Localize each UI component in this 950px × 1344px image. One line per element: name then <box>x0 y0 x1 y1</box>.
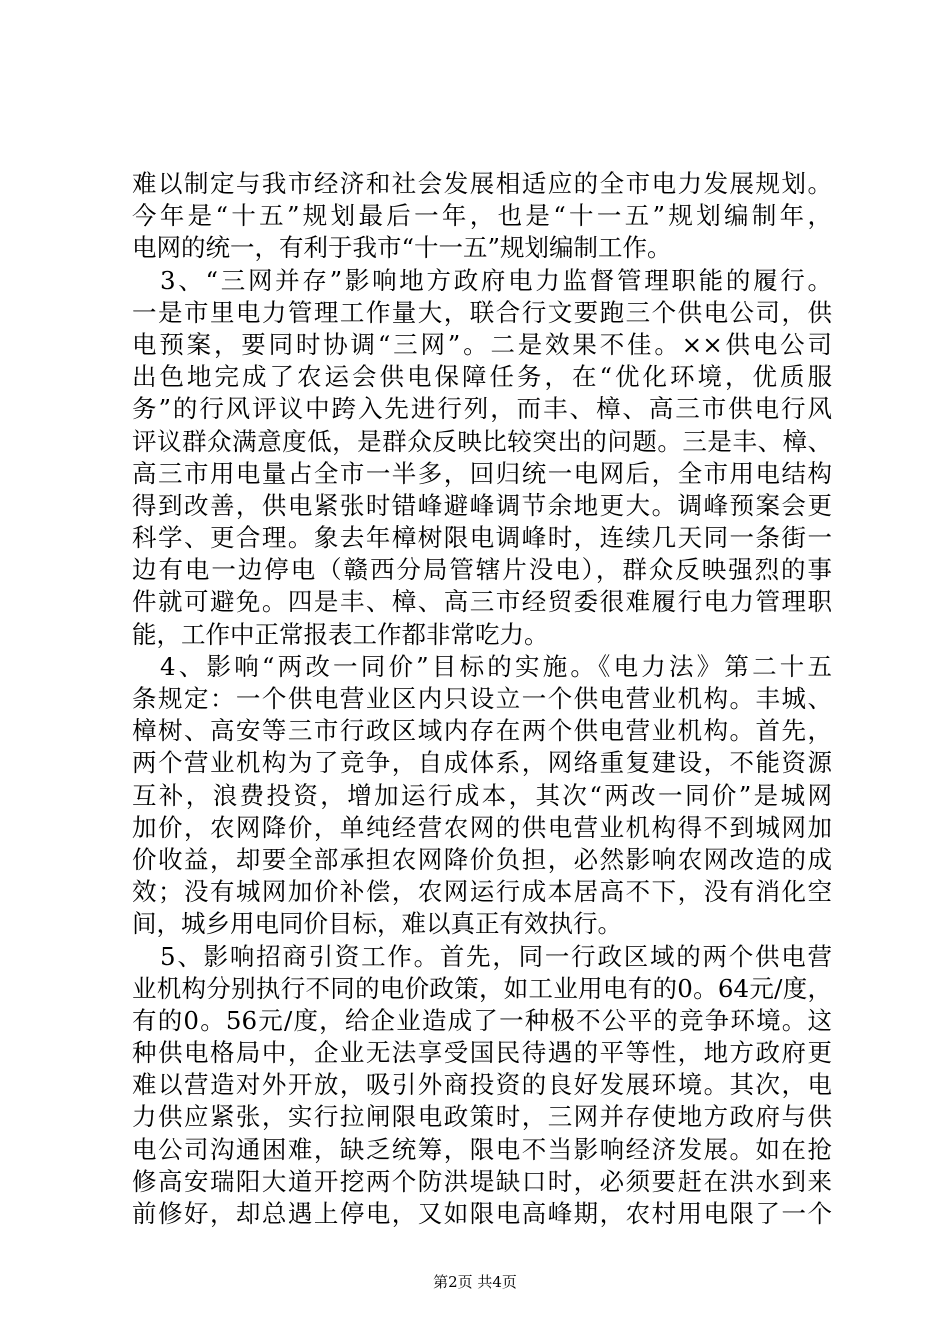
text-line: 间，城乡用电同价目标，难以真正有效执行。 <box>132 909 622 939</box>
text-line: 条规定：一个供电营业区内只设立一个供电营业机构。丰城、 <box>132 684 832 713</box>
text-line: 电网的统一，有利于我市“十一五”规划编制工作。 <box>132 233 672 263</box>
paragraph-start-line: 3、“三网并存”影响地方政府电力监督管理职能的履行。 <box>160 265 832 295</box>
text-line: 力供应紧张，实行拉闸限电政策时，三网并存使地方政府与供 <box>132 1102 832 1132</box>
paragraph-start-line: 4、影响“两改一同价”目标的实施。《电力法》第二十五 <box>160 651 832 681</box>
text-line: 业机构分别执行不同的电价政策，如工业用电有的0。64元/度， <box>132 973 832 1003</box>
page-number-footer: 第2页 共4页 <box>433 1273 517 1291</box>
paragraph-start-line: 5、影响招商引资工作。首先，同一行政区域的两个供电营 <box>160 941 832 971</box>
text-line: 两个营业机构为了竞争，自成体系，网络重复建设，不能资源 <box>132 748 832 778</box>
text-line: 科学、更合理。象去年樟树限电调峰时，连续几天同一条街一 <box>132 523 832 553</box>
text-line: 今年是“十五”规划最后一年，也是“十一五”规划编制年， <box>132 201 832 231</box>
text-line: 出色地完成了农运会供电保障任务，在“优化环境，优质服 <box>132 362 832 392</box>
text-line: 能，工作中正常报表工作都非常吃力。 <box>132 619 549 649</box>
text-line: 价收益，却要全部承担农网降价负担，必然影响农网改造的成 <box>132 844 832 874</box>
text-line: 务”的行风评议中跨入先进行列，而丰、樟、高三市供电行风 <box>132 394 832 424</box>
text-line: 件就可避免。四是丰、樟、高三市经贸委很难履行电力管理职 <box>132 587 832 617</box>
text-line: 得到改善，供电紧张时错峰避峰调节余地更大。调峰预案会更 <box>132 490 832 520</box>
text-line: 难以营造对外开放，吸引外商投资的良好发展环境。其次，电 <box>132 1070 832 1100</box>
document-body <box>132 168 832 1230</box>
text-line: 难以制定与我市经济和社会发展相适应的全市电力发展规划。 <box>132 169 832 198</box>
text-line: 修高安瑞阳大道开挖两个防洪堤缺口时，必须要赶在洪水到来 <box>132 1166 832 1196</box>
text-line: 高三市用电量占全市一半多，回归统一电网后，全市用电结构 <box>132 458 832 488</box>
text-line: 边有电一边停电（赣西分局管辖片没电），群众反映强烈的事 <box>132 555 832 585</box>
text-line: 电预案，要同时协调“三网”。二是效果不佳。××供电公司 <box>132 329 832 359</box>
text-line: 一是市里电力管理工作量大，联合行文要跑三个供电公司，供 <box>132 297 832 327</box>
text-line: 樟树、高安等三市行政区域内存在两个供电营业机构。首先， <box>132 716 832 746</box>
text-line: 加价，农网降价，单纯经营农网的供电营业机构得不到城网加 <box>132 812 832 842</box>
text-line: 种供电格局中，企业无法享受国民待遇的平等性，地方政府更 <box>132 1038 832 1068</box>
text-line: 前修好，却总遇上停电，又如限电高峰期，农村用电限了一个 <box>132 1199 832 1228</box>
text-line: 有的0。56元/度，给企业造成了一种极不公平的竞争环境。这 <box>132 1005 832 1035</box>
text-line: 评议群众满意度低，是群众反映比较突出的问题。三是丰、樟、 <box>132 426 832 456</box>
text-line: 电公司沟通困难，缺乏统筹，限电不当影响经济发展。如在抢 <box>132 1134 832 1164</box>
text-line: 效；没有城网加价补偿，农网运行成本居高不下，没有消化空 <box>132 877 832 907</box>
text-line: 互补，浪费投资，增加运行成本，其次“两改一同价”是城网 <box>132 780 832 810</box>
